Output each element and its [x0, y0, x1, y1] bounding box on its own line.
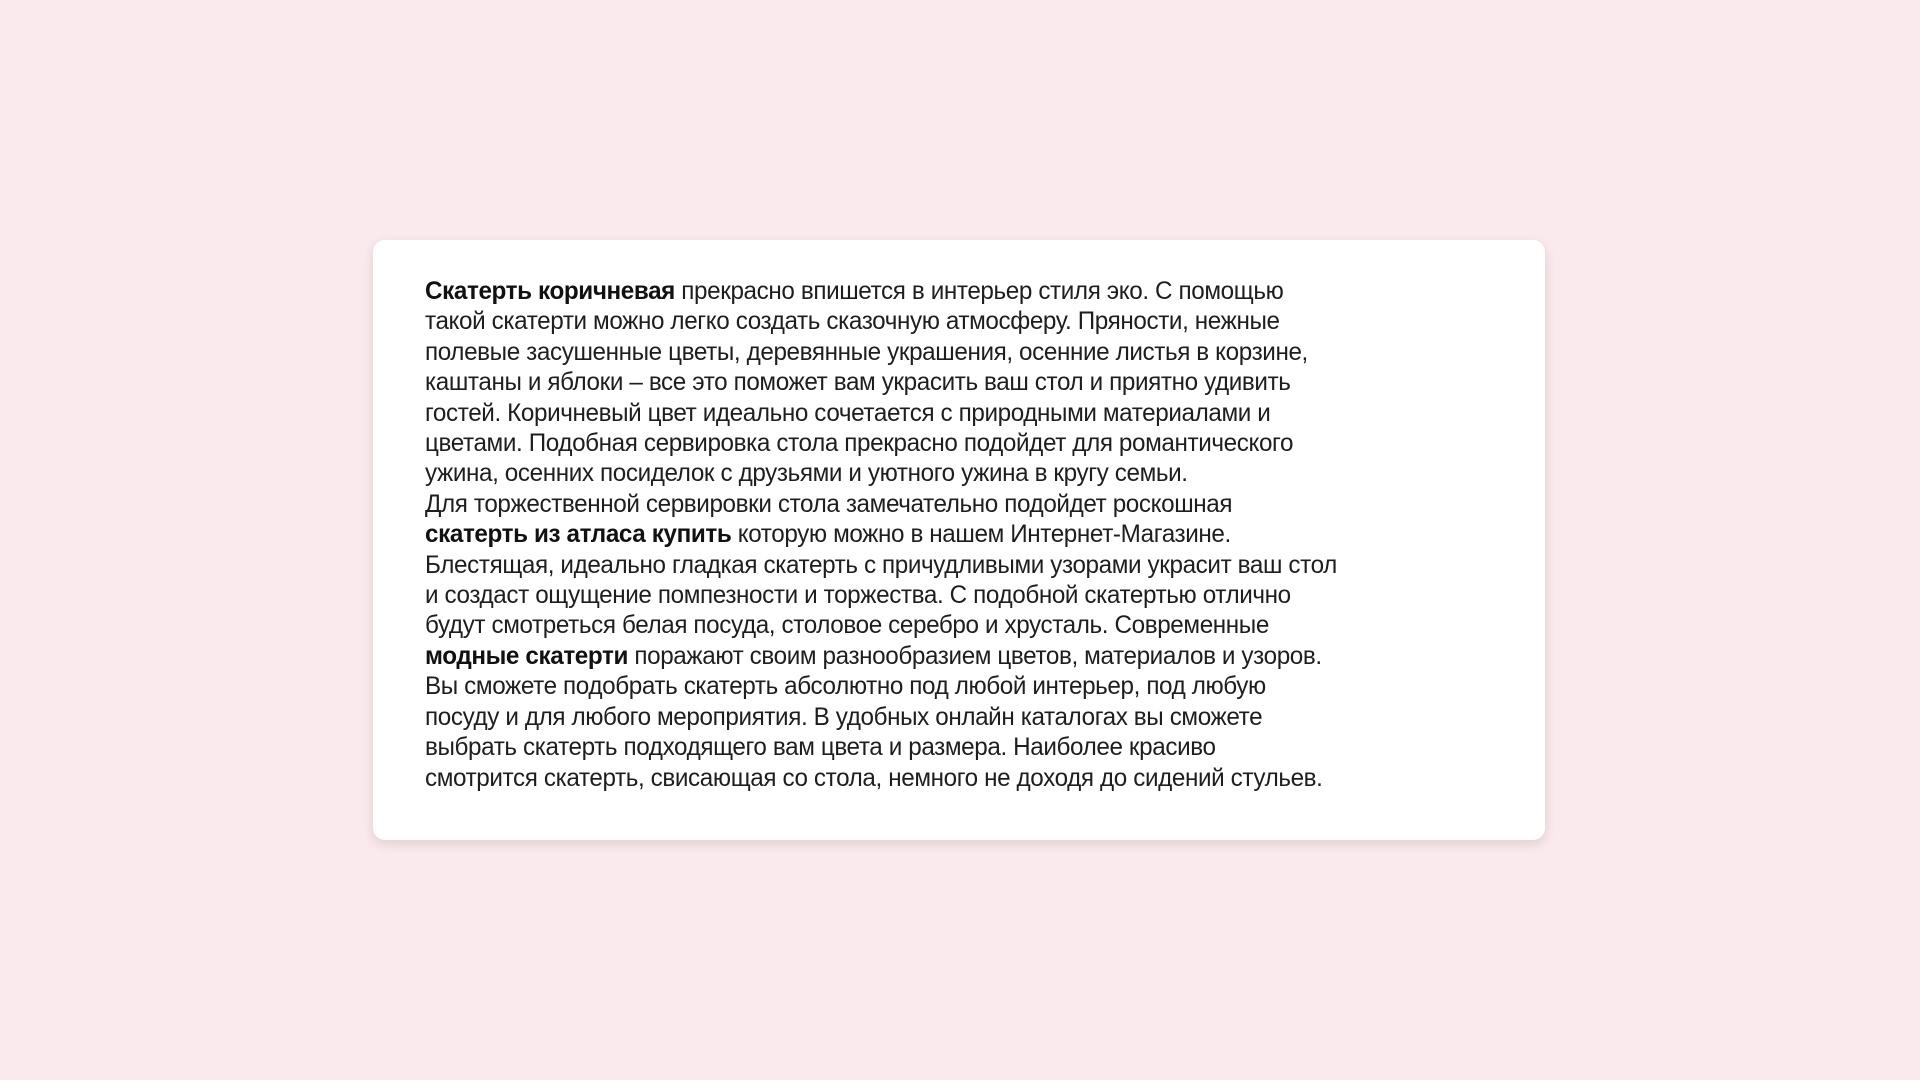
line-text: полевые засушенные цветы, деревянные украшения, осенние листья в корзине,	[425, 337, 1308, 366]
line-text: которую можно в нашем Интернет-Магазине.	[731, 520, 1231, 549]
text-line	[425, 671, 1511, 701]
text-line	[425, 398, 1511, 428]
article-text	[425, 276, 1545, 793]
text-line	[425, 732, 1511, 762]
text-line	[425, 702, 1511, 732]
text-line	[425, 458, 1511, 488]
line-text: такой скатерти можно легко создать сказочную атмосферу. Пряности, нежные	[425, 307, 1280, 336]
line-text: выбрать скатерть подходящего вам цвета и размера. Наиболее красиво	[425, 733, 1216, 762]
line-text: Вы сможете подобрать скатерть абсолютно под любой интерьер, под любую	[425, 672, 1266, 701]
text-line	[425, 306, 1511, 336]
text-line	[425, 428, 1511, 458]
line-text: посуду и для любого мероприятия. В удобных онлайн каталогах вы сможете	[425, 702, 1263, 731]
line-text: поражают своим разнообразием цветов, материалов и узоров.	[628, 641, 1322, 670]
text-card	[373, 240, 1545, 840]
text-line	[425, 519, 1511, 549]
line-text: каштаны и яблоки – все это поможет вам украсить ваш стол и приятно удивить	[425, 368, 1291, 397]
text-line	[425, 641, 1511, 671]
text-line	[425, 489, 1511, 519]
line-text: Для торжественной сервировки стола замечательно подойдет роскошная	[425, 489, 1233, 518]
line-text: смотрится скатерть, свисающая со стола, немного не доходя до сидений стульев.	[425, 763, 1323, 792]
line-text: и создаст ощущение помпезности и торжества. С подобной скатертью отлично	[425, 581, 1291, 610]
text-line	[425, 610, 1511, 640]
text-line	[425, 276, 1511, 306]
bold-keyword: Скатерть коричневая	[425, 277, 675, 305]
text-line	[425, 367, 1511, 397]
bold-keyword: модные скатерти	[425, 641, 629, 670]
text-line	[425, 337, 1511, 367]
text-line	[425, 550, 1511, 580]
line-text: будут смотреться белая посуда, столовое серебро и хрусталь. Современные	[425, 611, 1269, 640]
text-line	[425, 580, 1511, 610]
line-text: гостей. Коричневый цвет идеально сочетается с природными материалами и	[425, 398, 1271, 427]
text-line	[425, 763, 1511, 793]
line-text: Блестящая, идеально гладкая скатерть с причудливыми узорами украсит ваш стол	[425, 550, 1337, 579]
bold-keyword: скатерть из атласа купить	[425, 520, 732, 549]
line-text: прекрасно впишется в интерьер стиля эко. С помощью	[674, 277, 1284, 305]
line-text: цветами. Подобная сервировка стола прекрасно подойдет для романтического	[425, 429, 1294, 458]
line-text: ужина, осенних посиделок с друзьями и уютного ужина в кругу семьи.	[425, 459, 1188, 488]
